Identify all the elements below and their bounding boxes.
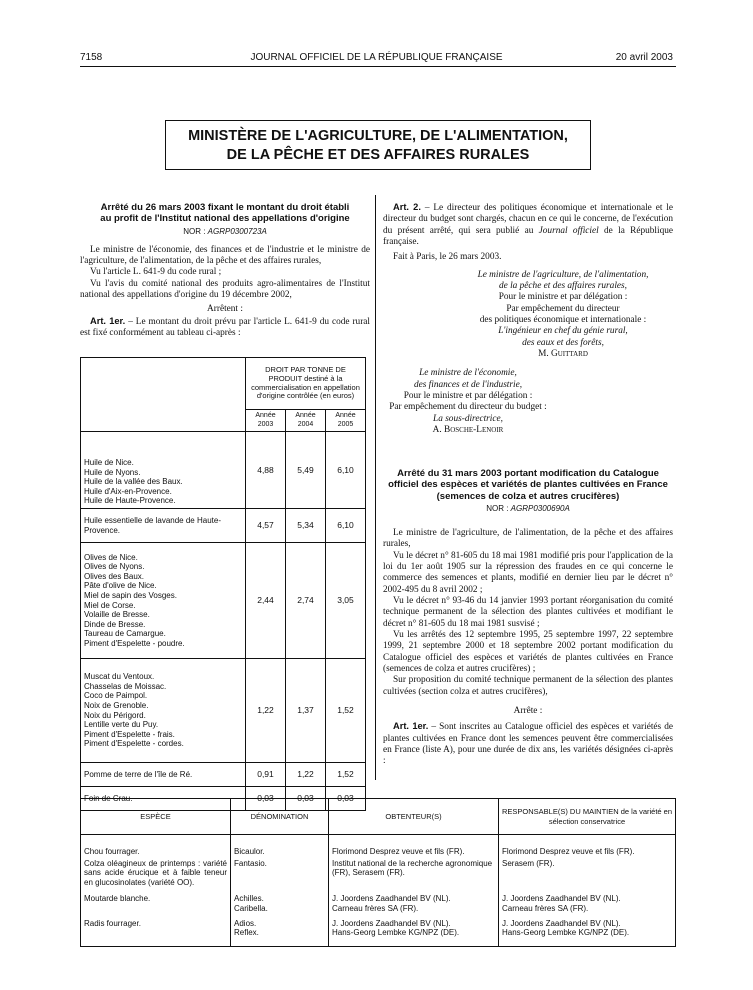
- obtenteur-cell: J. Joordens Zaadhandel BV (NL). Hans-Georg Lembke KG/NPZ (DE).: [329, 915, 499, 947]
- responsable-cell: J. Joordens Zaadhandel BV (NL). Carneau frères SA (FR).: [499, 888, 676, 914]
- arrete-1-title: Arrêté du 26 mars 2003 fixant le montant du droit établi au profit de l'Institut national des appellations d'origine: [100, 202, 350, 225]
- value-2005: 0,03: [326, 787, 366, 811]
- sig-line: des eaux et des forêts,: [522, 337, 604, 348]
- value-2004: 0,03: [286, 787, 326, 811]
- arrete-1-para-2: Vu l'article L. 641-9 du code rural ;: [90, 267, 222, 278]
- arrete-2-article-1: [383, 721, 673, 767]
- table-row: [81, 835, 676, 858]
- year-2004: Année 2004: [286, 410, 326, 432]
- value-2004: 1,22: [286, 763, 326, 787]
- products-cell: Olives de Nice. Olives de Nyons. Olives des Baux. Pâte d'olive de Nice. Miel de sapin des Vosges. Miel de Corse. Volaille de Bresse. Dinde de Bresse. Taureau de Camargue. Piment d'Espelette - poudre.: [81, 543, 246, 659]
- article-label: Art. 1er.: [393, 721, 429, 732]
- signature-block-2: [383, 368, 673, 436]
- obtenteur-cell: Florimond Desprez veuve et fils (FR).: [329, 835, 499, 858]
- value-2003: 2,44: [246, 543, 286, 659]
- droit-header-row: [81, 358, 366, 410]
- responsable-cell: Florimond Desprez veuve et fils (FR).: [499, 835, 676, 858]
- denomination-cell: Achilles. Caribella.: [231, 888, 329, 914]
- sig-line: de la pêche et des affaires rurales,: [499, 280, 627, 291]
- arrete-1-para-3: Vu l'avis du comité national des produits agro-alimentaires de l'Institut national des appellations d'origine du 19 décembre 2002,: [80, 278, 370, 300]
- arrete-2: [383, 468, 673, 767]
- col-responsable: RESPONSABLE(S) DU MAINTIEN de la variété en sélection conservatrice: [499, 799, 676, 835]
- arrete-2-para-4: Vu les arrêtés des 12 septembre 1995, 25 septembre 1997, 22 septembre 1999, 21 septembre 2000 et 18 septembre 2002 portant modification du Catalogue officiel des espèces et variétés de plantes cultivées en France (semences de colza et autres crucifères) ;: [383, 629, 673, 674]
- value-2004: 5,49: [286, 432, 326, 509]
- fait-a-paris: Fait à Paris, le 26 mars 2003.: [393, 252, 502, 263]
- value-2005: 1,52: [326, 659, 366, 763]
- year-2003: Année 2003: [246, 410, 286, 432]
- products-cell: Foin de Crau.: [81, 787, 246, 811]
- arrete-2-para-5: Sur proposition du comité technique permanent de la sélection des plantes cultivées (section colza et autres crucifères),: [383, 675, 673, 697]
- varietes-table: [80, 798, 676, 947]
- journal-title: JOURNAL OFFICIEL DE LA RÉPUBLIQUE FRANÇAISE: [250, 52, 503, 63]
- sig-line: Pour le ministre et par délégation :: [498, 292, 628, 303]
- article-label: Art. 1er.: [90, 315, 126, 326]
- sig-line: Par empêchement du directeur du budget :: [389, 402, 547, 413]
- table-row: [81, 509, 366, 543]
- signatory-name: M. Guittard: [538, 348, 588, 359]
- col-espece: ESPÈCE: [81, 799, 231, 835]
- sig-line: La sous-directrice,: [433, 413, 503, 424]
- products-cell: Huile essentielle de lavande de Haute-Provence.: [81, 509, 246, 543]
- arrete-2-nor: [383, 504, 673, 514]
- arrete-1-arretent: Arrêtent :: [207, 304, 243, 315]
- table-row: [81, 543, 366, 659]
- espece-cell: Colza oléagineux de printemps : variété sans acide érucique et à faible teneur en glucosinolates (variété OO).: [81, 858, 231, 889]
- responsable-cell: J. Joordens Zaadhandel BV (NL). Hans-Georg Lembke KG/NPZ (DE).: [499, 915, 676, 947]
- table-row: [81, 858, 676, 889]
- value-2003: 0,03: [246, 787, 286, 811]
- espece-cell: Chou fourrager.: [81, 835, 231, 858]
- value-2003: 0,91: [246, 763, 286, 787]
- page-date: 20 avril 2003: [615, 52, 673, 63]
- sig-line: Le ministre de l'économie,: [419, 368, 517, 379]
- year-2005: Année 2005: [326, 410, 366, 432]
- table-row: [81, 659, 366, 763]
- obtenteur-cell: J. Joordens Zaadhandel BV (NL). Carneau frères SA (FR).: [329, 888, 499, 914]
- col-denomination: DÉNOMINATION: [231, 799, 329, 835]
- value-2005: 6,10: [326, 432, 366, 509]
- value-2005: 3,05: [326, 543, 366, 659]
- sig-line: Par empêchement du directeur: [506, 303, 620, 314]
- arrete-1-article-1: [80, 316, 370, 340]
- droit-header-main: DROIT PAR TONNE DE PRODUIT destiné à la commercialisation en appellation d'origine contrôlée (en euros): [246, 358, 366, 410]
- article-text: – Le montant du droit prévu par l'article L. 641-9 du code rural est fixé conformément au tableau ci-après :: [80, 316, 370, 338]
- value-2004: 5,34: [286, 509, 326, 543]
- value-2003: 4,57: [246, 509, 286, 543]
- arrete-1-intro: [80, 202, 370, 339]
- obtenteur-cell: Institut national de la recherche agronomique (FR), Serasem (FR).: [329, 858, 499, 889]
- sig-line: Pour le ministre et par délégation :: [403, 390, 533, 401]
- value-2003: 1,22: [246, 659, 286, 763]
- table-row: [81, 432, 366, 509]
- denomination-cell: Bicaulor.: [231, 835, 329, 858]
- table-row: [81, 915, 676, 947]
- column-divider: [375, 195, 376, 780]
- responsable-cell: Serasem (FR).: [499, 858, 676, 889]
- arrete-2-para-1: Le ministre de l'agriculture, de l'alimentation, de la pêche et des affaires rurales,: [383, 527, 673, 550]
- varietes-header-row: [81, 799, 676, 835]
- espece-cell: Radis fourrager.: [81, 915, 231, 947]
- arrete-2-para-2: Vu le décret n° 81-605 du 18 mai 1981 modifié pris pour l'application de la loi du 1er août 1905 sur la répression des fraudes en ce qui concerne le commerce des semences et plants, modifié en dernier lieu par le décret n° 2002-495 du 8 avril 2002 ;: [383, 550, 673, 595]
- arrete-1-nor: [80, 227, 370, 237]
- value-2004: 1,37: [286, 659, 326, 763]
- article-label: Art. 2.: [393, 202, 421, 212]
- ministry-line-1: MINISTÈRE DE L'AGRICULTURE, DE L'ALIMENTATION,: [188, 128, 568, 144]
- signature-block-1: [383, 270, 673, 361]
- arrete-1-end: [383, 202, 673, 436]
- denomination-cell: Fantasio.: [231, 858, 329, 889]
- arrete-1-article-2: [383, 202, 673, 248]
- value-2005: 1,52: [326, 763, 366, 787]
- col-obtenteur: OBTENTEUR(S): [329, 799, 499, 835]
- ministry-line-2: DE LA PÊCHE ET DES AFFAIRES RURALES: [226, 146, 530, 163]
- arrete-2-title: Arrêté du 31 mars 2003 portant modification du Catalogue officiel des espèces et variétés de plantes cultivées en France (semences de colza et autres crucifères): [388, 468, 668, 502]
- nor-label: NOR :: [486, 504, 509, 514]
- nor-label: NOR :: [183, 226, 206, 236]
- arrete-1-para-1: Le ministre de l'économie, des finances et de l'industrie et le ministre de l'agriculture, de l'alimentation, de la pêche et des affaires rurales,: [80, 244, 370, 266]
- products-cell: Huile de Nice. Huile de Nyons. Huile de la vallée des Baux. Huile d'Aix-en-Provence. Huile de Haute-Provence.: [81, 432, 246, 509]
- nor-code: AGRP0300690A: [510, 504, 570, 514]
- sig-line: Le ministre de l'agriculture, de l'alimentation,: [477, 269, 649, 280]
- signatory-name: A. Bosche-Lenoir: [432, 424, 504, 435]
- journal-officiel-ref: Journal officiel: [538, 225, 599, 236]
- droit-table: [80, 357, 366, 811]
- denomination-cell: Adios. Reflex.: [231, 915, 329, 947]
- table-row: [81, 888, 676, 914]
- page-number: 7158: [80, 52, 103, 63]
- table-row: [81, 763, 366, 787]
- ministry-heading: [165, 120, 591, 170]
- espece-cell: Moutarde blanche.: [81, 888, 231, 914]
- article-text: – Le directeur des politiques économique et internationale et le directeur du budget sont chargés, chacun en ce qui le concerne, de l'exécution du présent arrêté, qui sera publié au: [383, 203, 673, 236]
- sig-line: L'ingénieur en chef du génie rural,: [498, 326, 628, 337]
- value-2004: 2,74: [286, 543, 326, 659]
- products-cell: Pomme de terre de l'île de Ré.: [81, 763, 246, 787]
- sig-line: des politiques économique et internationale :: [479, 314, 647, 325]
- products-cell: Muscat du Ventoux. Chasselas de Moissac. Coco de Paimpol. Noix de Grenoble. Noix du Périgord. Lentille verte du Puy. Piment d'Espelette - frais. Piment d'Espelette - cordes.: [81, 659, 246, 763]
- article-text: – Sont inscrites au Catalogue officiel des espèces et variétés de plantes cultivées en France dont les semences peuvent être commercialisées en France (liste A), pour une durée de dix ans, les variétés désignées ci-après :: [383, 722, 673, 767]
- value-2005: 6,10: [326, 509, 366, 543]
- arrete-2-para-3: Vu le décret n° 93-46 du 14 janvier 1993 portant réorganisation du comité technique permanent de la sélection des plantes cultivées et modifiant le décret n° 81-605 du 18 mai 1981 susvisé ;: [383, 595, 673, 629]
- value-2003: 4,88: [246, 432, 286, 509]
- arrete-2-arrete: Arrête :: [513, 705, 543, 716]
- article-text-end: de la République française.: [383, 225, 673, 247]
- header-rule: [80, 66, 676, 67]
- droit-header-empty: [81, 358, 246, 432]
- sig-line: des finances et de l'industrie,: [413, 379, 523, 390]
- nor-code: AGRP0300723A: [207, 226, 267, 236]
